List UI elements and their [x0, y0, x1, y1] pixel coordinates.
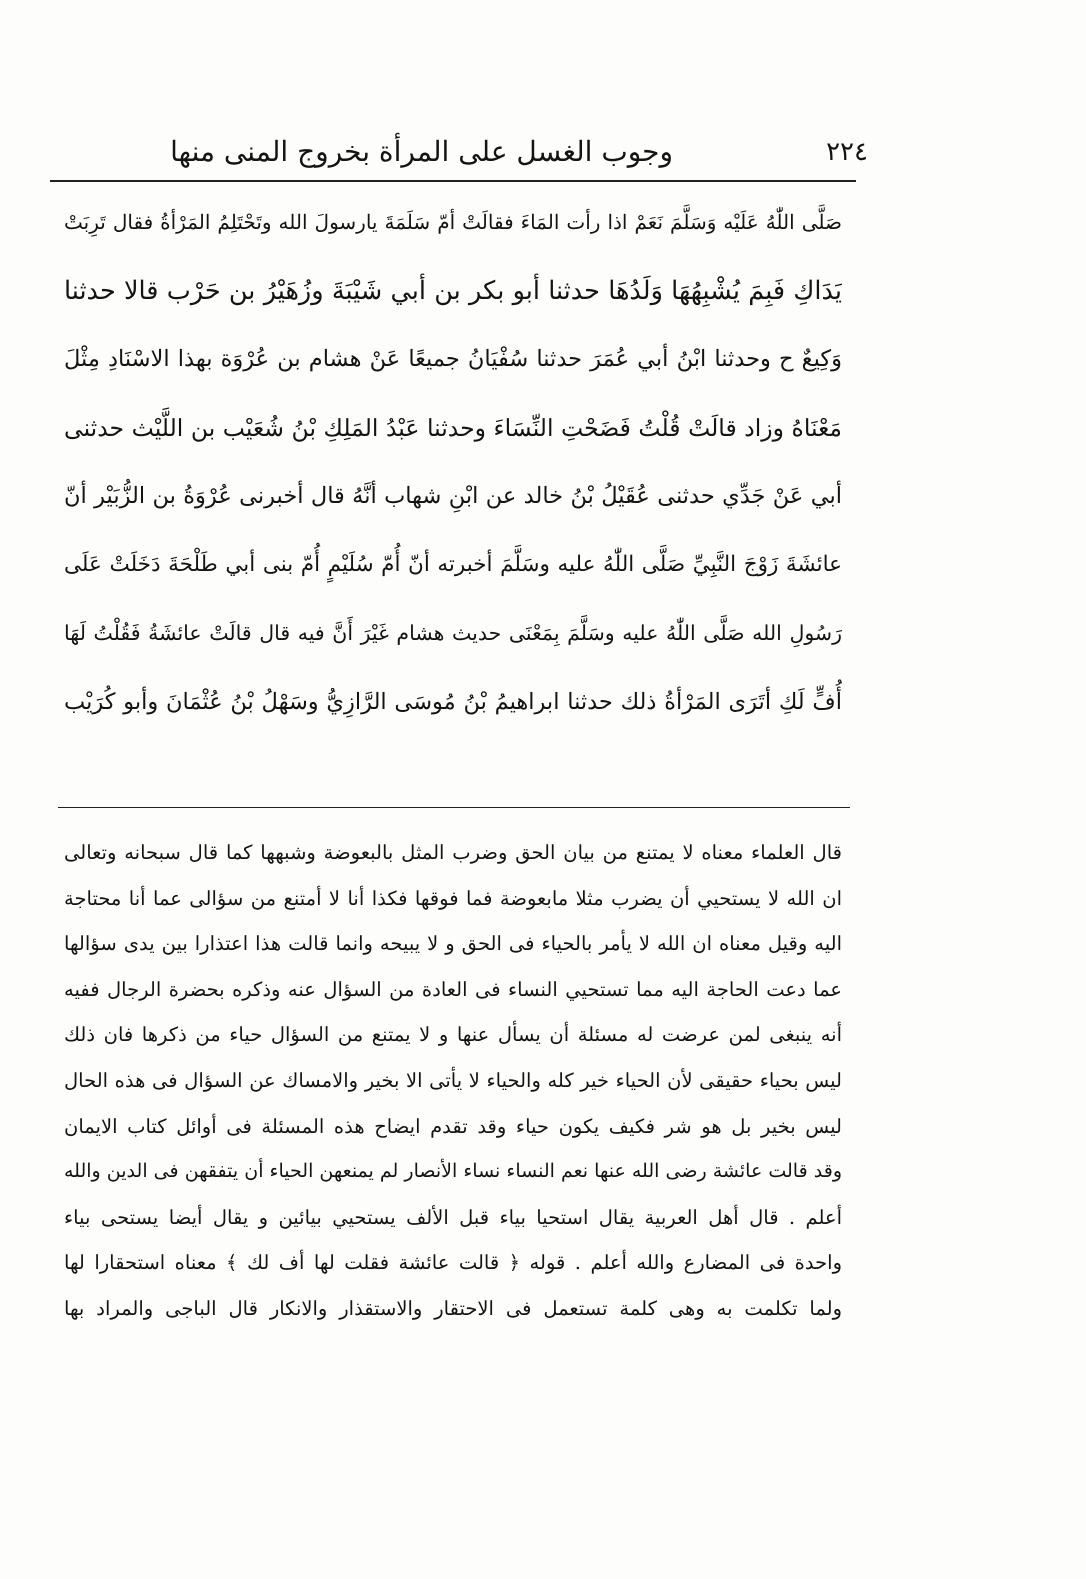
- commentary-line: واحدة فى المضارع والله أعلم . قوله ﴿ قالت عائشة فقلت لها أف لك ﴾ معناه استحقارا لها: [64, 1251, 842, 1275]
- hadith-line: مَعْنَاهُ وزاد قالَتْ قُلْتُ فَضَحْتِ النِّسَاءَ وحدثنا عَبْدُ المَلِكِ بْنُ شُعَيْب بن اللَّيْث حدثنى: [64, 413, 842, 442]
- hadith-line: يَدَاكِ فَبِمَ يُشْبِهُهَا وَلَدُهَا حدثنا أبو بكر بن أبي شَيْبَةَ وزُهَيْرُ بن حَرْب قالا حدثنا: [64, 275, 842, 306]
- hadith-line: عائشَةَ زَوْجَ النَّبِيِّ صَلَّى اللّٰهُ عليه وسَلَّمَ أخبرته أنّ أُمّ سُلَيْمٍ أُمّ بنى أبي طَلْحَةَ دَخَلَتْ عَلَى: [64, 551, 842, 577]
- commentary-line: ولما تكلمت به وهى كلمة تستعمل فى الاحتقار والاستقذار والانكار قال الباجى والمراد بها: [64, 1296, 842, 1320]
- section-divider: [58, 807, 850, 808]
- header-rule: [50, 180, 856, 182]
- commentary-line: أعلم . قال أهل العربية يقال استحيا بياء قبل الألف يستحيي بيائين و يقال أيضا يستحى بياء: [64, 1205, 842, 1229]
- hadith-text: [64, 188, 842, 736]
- commentary-line: اليه وقيل معناه ان الله لا يأمر بالحياء فى الحق و لا يبيحه وانما قالت هذا اعتذارا بين يدى سؤالها: [64, 932, 842, 956]
- commentary-line: أنه ينبغى لمن عرضت له مسئلة أن يسأل عنها و لا يمتنع من السؤال حياء من ذكرها فان ذلك: [64, 1023, 842, 1047]
- commentary-line: عما دعت الحاجة اليه مما تستحيي النساء فى العادة من السؤال عنه وذكره بحضرة الرجال ففيه: [64, 977, 842, 1001]
- commentary-line: ليس بحياء حقيقى لأن الحياء خير كله والحياء لا يأتى الا بخير والامساك عن السؤال فى هذه الحال: [64, 1068, 842, 1092]
- commentary-text: [64, 830, 842, 1332]
- commentary-line: قال العلماء معناه لا يمتنع من بيان الحق وضرب المثل بالبعوضة وشبهها كما قال سبحانه وتعالى: [64, 841, 842, 864]
- commentary-line: ليس بخير بل هو شر فكيف يكون حياء وقد تقدم ايضاح هذه المسئلة فى أوائل كتاب الايمان: [64, 1114, 842, 1138]
- hadith-line: أبي عَنْ جَدِّي حدثنى عُقَيْلُ بْنُ خالد عن ابْنِ شهاب أنَّهُ قال أخبرنى عُرْوَةُ بن الزُّبَيْر أنّ: [64, 483, 842, 509]
- hadith-line: صَلَّى اللّٰهُ عَلَيْه وَسَلَّمَ نَعَمْ اذا رأت المَاءَ فقالَتْ أمّ سَلَمَةَ يارسولَ الله وتَحْتَلِمُ المَرْأةُ فقال تَرِبَتْ: [64, 210, 842, 234]
- commentary-line: وقد قالت عائشة رضى الله عنها نعم النساء نساء الأنصار لم يمنعهن الحياء أن يتفقهن فى الدين والله: [64, 1160, 842, 1183]
- running-head: [50, 131, 868, 175]
- page-number: ٢٢٤: [826, 137, 868, 167]
- hadith-line: أُفٍّ لَكِ أتَرَى المَرْأةُ ذلك حدثنا ابراهيمُ بْنُ مُوسَى الرَّازِيُّ وسَهْلُ بْنُ عُثْمَانَ وأبو كُرَيْب: [64, 688, 842, 715]
- hadith-line: رَسُولِ الله صَلَّى اللّٰهُ عليه وسَلَّمَ بِمَعْنَى حديث هشام غَيْرَ أَنَّ فيه قال قالَتْ عائشَةُ فَقُلْتُ لَهَا: [64, 621, 842, 645]
- hadith-line: وَكِيعٌ ح وحدثنا ابْنُ أبي عُمَرَ حدثنا سُفْيَانُ جميعًا عَنْ هشام بن عُرْوَة بهذا الاسْنَادِ مِثْلَ: [64, 346, 842, 372]
- running-title: وجوب الغسل على المرأة بخروج المنى منها: [170, 135, 673, 168]
- commentary-line: ان الله لا يستحيي أن يضرب مثلا مابعوضة فما فوقها فكذا أنا لا أمتنع من سؤالى عما أنا محتاجة: [64, 886, 842, 910]
